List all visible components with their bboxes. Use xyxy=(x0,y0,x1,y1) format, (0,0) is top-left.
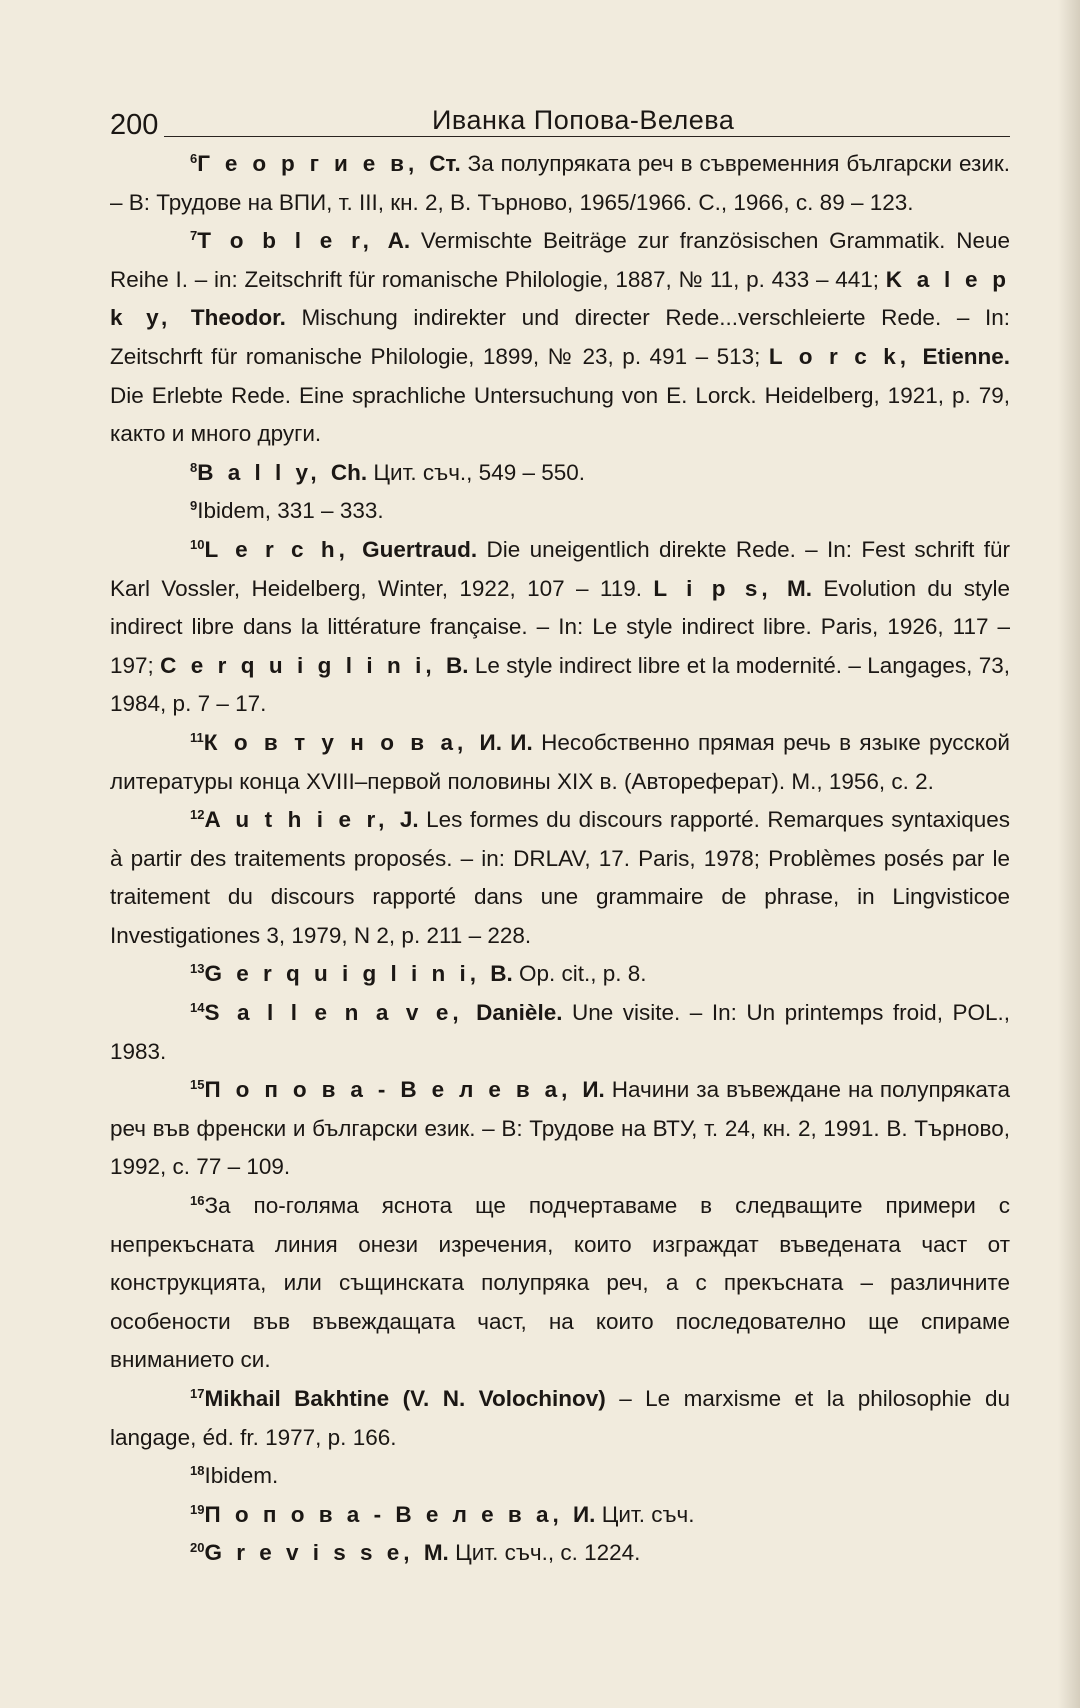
footnote-text: Цит. съч., с. 1224. xyxy=(448,1540,641,1566)
page-edge-shadow xyxy=(1058,0,1080,1708)
footnote-text: Une visite. – In: Un printemps froid, POL., 1983. xyxy=(110,1000,1010,1064)
footnote-text: Evolution du style indirect libre dans la littérature française. – In: Le style indirect libre. Paris, 1926, 117 – 197; xyxy=(110,575,1010,678)
footnote-number: 19 xyxy=(190,1501,205,1517)
footnote-author: G e r q u i g l i n i, xyxy=(204,961,491,987)
footnote-author: L o r c k, xyxy=(768,343,923,369)
footnote-author: A u t h i e r, xyxy=(204,807,400,833)
footnotes-list xyxy=(110,145,1010,1573)
footnote-author: M. xyxy=(787,575,813,601)
footnote-author: J. xyxy=(399,807,419,833)
footnote-number: 10 xyxy=(190,536,205,552)
footnote-9 xyxy=(110,492,1010,531)
footnote-author: T o b l e r, xyxy=(197,228,388,254)
footnote-18 xyxy=(110,1457,1010,1496)
footnote-author: K a l e p k y, xyxy=(110,266,1011,331)
footnote-text: Vermischte Beiträge zur französischen Grammatik. Neue Reihe I. – in: Zeitschrift für romanische Philologie, 1887, № 11, p. 433 – 441; xyxy=(110,228,1010,292)
footnote-14 xyxy=(110,994,1010,1071)
footnote-16 xyxy=(110,1187,1010,1380)
footnote-text: Несобственно прямая речь в языке русской литературы конца XVIII–первой половины XIX в. (Автореферат). М., 1956, с. 2. xyxy=(110,729,1010,794)
footnote-author: B a l l y, xyxy=(197,459,331,485)
footnote-19 xyxy=(110,1496,1010,1535)
footnote-20 xyxy=(110,1534,1010,1573)
footnote-author: Etienne. xyxy=(922,343,1010,369)
footnote-8 xyxy=(110,454,1010,493)
footnote-author: C e r q u i g l i n i, xyxy=(160,652,446,678)
footnote-author: Ch. xyxy=(330,459,368,485)
footnote-text: Цит. съч. xyxy=(595,1501,695,1527)
footnote-text: – Le marxisme et la philosophie du langage, éd. fr. 1977, p. 166. xyxy=(110,1386,1010,1450)
footnote-text: За полупряката реч в съвременния български език. – В: Трудове на ВПИ, т. III, кн. 2, В. Търново, 1965/1966. С., 1966, с. 89 – 123. xyxy=(110,151,1010,215)
footnote-number: 17 xyxy=(190,1386,205,1401)
footnote-text: Les formes du discours rapporté. Remarques syntaxiques à partir des traitements proposés. – in: DRLAV, 17. Paris, 1978; Problèmes posés par le traitement du discours rapporté dans une grammaire de phrase, in Lingvisticoe Investigationes 3, 1979, N 2, p. 211 – 228. xyxy=(110,807,1011,948)
footnote-number: 12 xyxy=(190,807,205,823)
footnote-number: 9 xyxy=(190,498,198,514)
footnote-text: За по-голяма яснота ще подчертаваме в следващите примери с непрекъсната линия онези изречения, които изграждат въведената част от конструкцията, или същинската полупряка реч, а с прекъсната – различните особености във въвеждащата част, на които последователно ще спираме вниманието си. xyxy=(110,1193,1010,1373)
footnote-number: 20 xyxy=(190,1540,205,1556)
footnote-text: Начини за въвеждане на полупряката реч във френски и български език. – В: Трудове на ВТУ, т. 24, кн. 2, 1991. В. Търново, 1992, с. 77 – 109. xyxy=(110,1077,1010,1180)
footnote-author: К о в т у н о в а, xyxy=(203,729,480,755)
footnote-author: M. xyxy=(423,1540,449,1566)
footnote-author: S a l l e n a v e, xyxy=(204,1000,477,1026)
footnote-17 xyxy=(110,1380,1010,1457)
page-header xyxy=(110,96,1010,141)
footnote-number: 16 xyxy=(190,1193,205,1209)
footnote-number: 14 xyxy=(190,1000,205,1016)
footnote-text: Ibidem, 331 – 333. xyxy=(197,498,384,524)
footnote-text: Ibidem. xyxy=(204,1463,279,1489)
footnote-author: Mikhail Bakhtine (V. N. Volochinov) xyxy=(204,1386,606,1411)
footnote-author: L e r c h, xyxy=(204,536,363,562)
footnote-6 xyxy=(110,145,1010,222)
footnote-author: И. И. xyxy=(479,729,533,755)
footnote-10 xyxy=(110,531,1010,724)
footnote-7 xyxy=(110,222,1010,454)
footnote-number: 18 xyxy=(190,1463,205,1479)
footnote-author: П о п о в а - В е л е в а, xyxy=(204,1501,573,1527)
footnote-author: Ст. xyxy=(429,151,461,176)
footnote-number: 6 xyxy=(190,151,198,166)
footnote-number: 15 xyxy=(190,1077,205,1093)
footnote-text: Die Erlebte Rede. Eine sprachliche Untersuchung von E. Lorck. Heidelberg, 1921, p. 79, както и много други. xyxy=(110,382,1010,447)
footnote-text: Цит. съч., 549 – 550. xyxy=(367,459,586,485)
footnote-author: И. xyxy=(573,1501,596,1527)
running-title: Иванка Попова-Велева xyxy=(432,105,735,135)
footnote-author: B. xyxy=(446,652,469,678)
footnote-author: И. xyxy=(582,1077,605,1103)
footnote-number: 13 xyxy=(190,961,205,977)
page-number: 200 xyxy=(110,109,164,142)
footnote-number: 8 xyxy=(190,459,198,475)
footnote-author: Danièle. xyxy=(476,1000,563,1026)
footnote-number: 7 xyxy=(190,228,198,244)
footnote-text: Le style indirect libre et la modernité. – Langages, 73, 1984, p. 7 – 17. xyxy=(110,652,1011,717)
footnote-author: Guertraud. xyxy=(362,536,478,562)
footnote-author: B. xyxy=(490,961,513,987)
footnote-text: Mischung indirekter und directer Rede...verschleierte Rede. – In: Zeitschrft für romanische Philologie, 1899, № 23, p. 491 – 513; xyxy=(110,305,1010,369)
footnote-13 xyxy=(110,955,1010,994)
footnote-11 xyxy=(110,724,1010,801)
footnote-15 xyxy=(110,1071,1010,1187)
footnote-text: Op. cit., p. 8. xyxy=(512,961,647,987)
footnote-author: Theodor. xyxy=(190,305,286,331)
footnote-author: L i p s, xyxy=(653,575,788,601)
footnote-text: Die uneigentlich direkte Rede. – In: Fest schrift für Karl Vossler, Heidelberg, Winter, 1922, 107 – 119. xyxy=(110,536,1010,601)
footnote-author: Г е о р г и е в, xyxy=(197,151,430,176)
footnote-author: G r e v i s s e, xyxy=(204,1540,424,1566)
footnote-author: П о п о в а - В е л е в а, xyxy=(204,1077,583,1103)
footnote-12 xyxy=(110,801,1010,955)
footnote-number: 11 xyxy=(190,729,204,745)
footnote-author: A. xyxy=(387,228,411,254)
